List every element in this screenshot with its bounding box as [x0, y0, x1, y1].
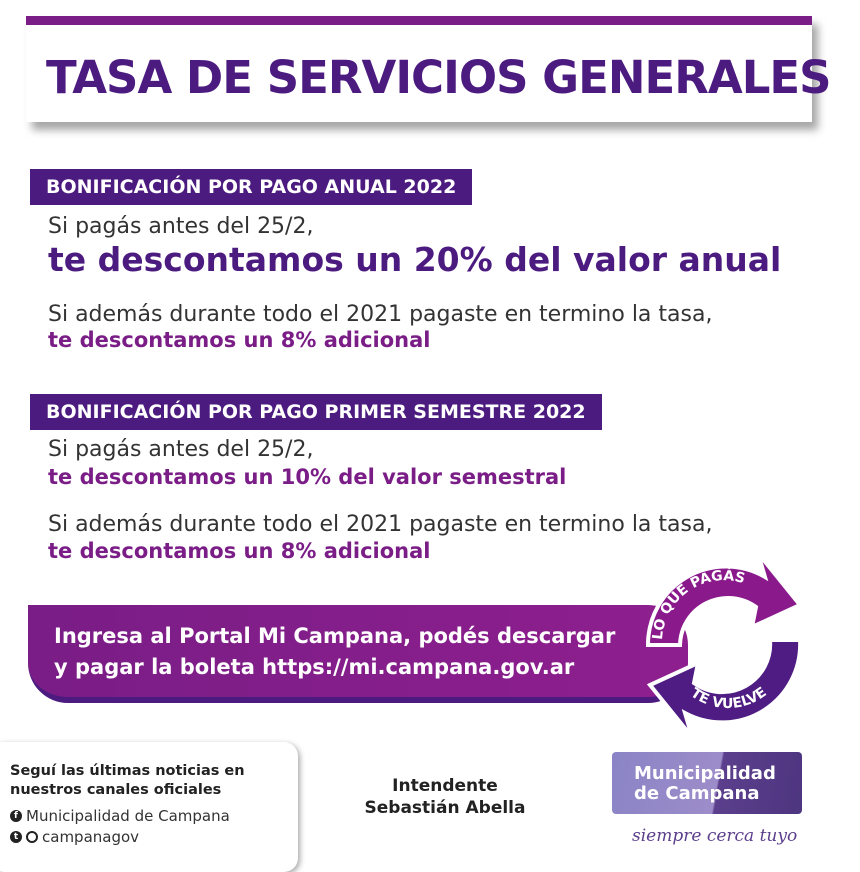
- instagram-icon: [26, 831, 38, 843]
- intendente-name: Sebastián Abella: [364, 798, 526, 818]
- badge-top-text: LO QUE PAGÁS: [649, 567, 747, 641]
- semester-line1: Si pagás antes del 25/2,: [48, 437, 314, 462]
- page-title: TASA DE SERVICIOS GENERALES: [46, 51, 831, 104]
- portal-link[interactable]: Portal Mi Campana: [179, 624, 404, 648]
- annual-extra: te descontamos un 8% adicional: [48, 328, 431, 352]
- twitter-icon: t: [10, 831, 22, 843]
- badge-bottom-text: TE VUELVE: [687, 684, 770, 713]
- portal-text: Ingresa al: [54, 624, 180, 648]
- logo-line2: de Campana: [634, 783, 760, 804]
- logo-tagline: siempre cerca tuyo: [632, 826, 798, 846]
- portal-text-2: , podés descargar: [403, 624, 616, 648]
- semester-line3: Si además durante todo el 2021 pagaste en termino la tasa,: [48, 512, 713, 537]
- twitter-instagram-link[interactable]: [10, 828, 139, 846]
- social-card: [0, 742, 298, 872]
- social-heading-line1: Seguí las últimas noticias en: [10, 763, 245, 779]
- semester-heading: BONIFICACIÓN POR PAGO PRIMER SEMESTRE 2022: [30, 394, 602, 430]
- arrow-bottom: [650, 640, 800, 737]
- recycle-badge: [640, 545, 810, 745]
- social-heading-line2: nuestros canales oficiales: [10, 782, 222, 798]
- annual-heading: BONIFICACIÓN POR PAGO ANUAL 2022: [30, 169, 472, 205]
- portal-banner: [28, 605, 688, 703]
- title-box: [26, 16, 831, 122]
- semester-discount: te descontamos un 10% del valor semestral: [48, 465, 567, 489]
- annual-line1: Si pagás antes del 25/2,: [48, 214, 314, 239]
- logo-line1: Municipalidad: [634, 763, 776, 784]
- intendente-block: [345, 775, 545, 819]
- facebook-icon: f: [10, 810, 22, 822]
- annual-discount: te descontamos un 20% del valor anual: [48, 240, 782, 279]
- social-handle: campanagov: [42, 828, 140, 846]
- annual-line3: Si además durante todo el 2021 pagaste en termino la tasa,: [48, 302, 713, 327]
- social-heading: [10, 762, 245, 800]
- intendente-role: Intendente: [392, 776, 498, 796]
- portal-url[interactable]: y pagar la boleta https://mi.campana.gov.ar: [54, 655, 575, 679]
- municipalidad-logo: [612, 752, 802, 814]
- semester-extra: te descontamos un 8% adicional: [48, 539, 431, 563]
- facebook-link[interactable]: [10, 807, 230, 825]
- facebook-label: Municipalidad de Campana: [26, 807, 230, 825]
